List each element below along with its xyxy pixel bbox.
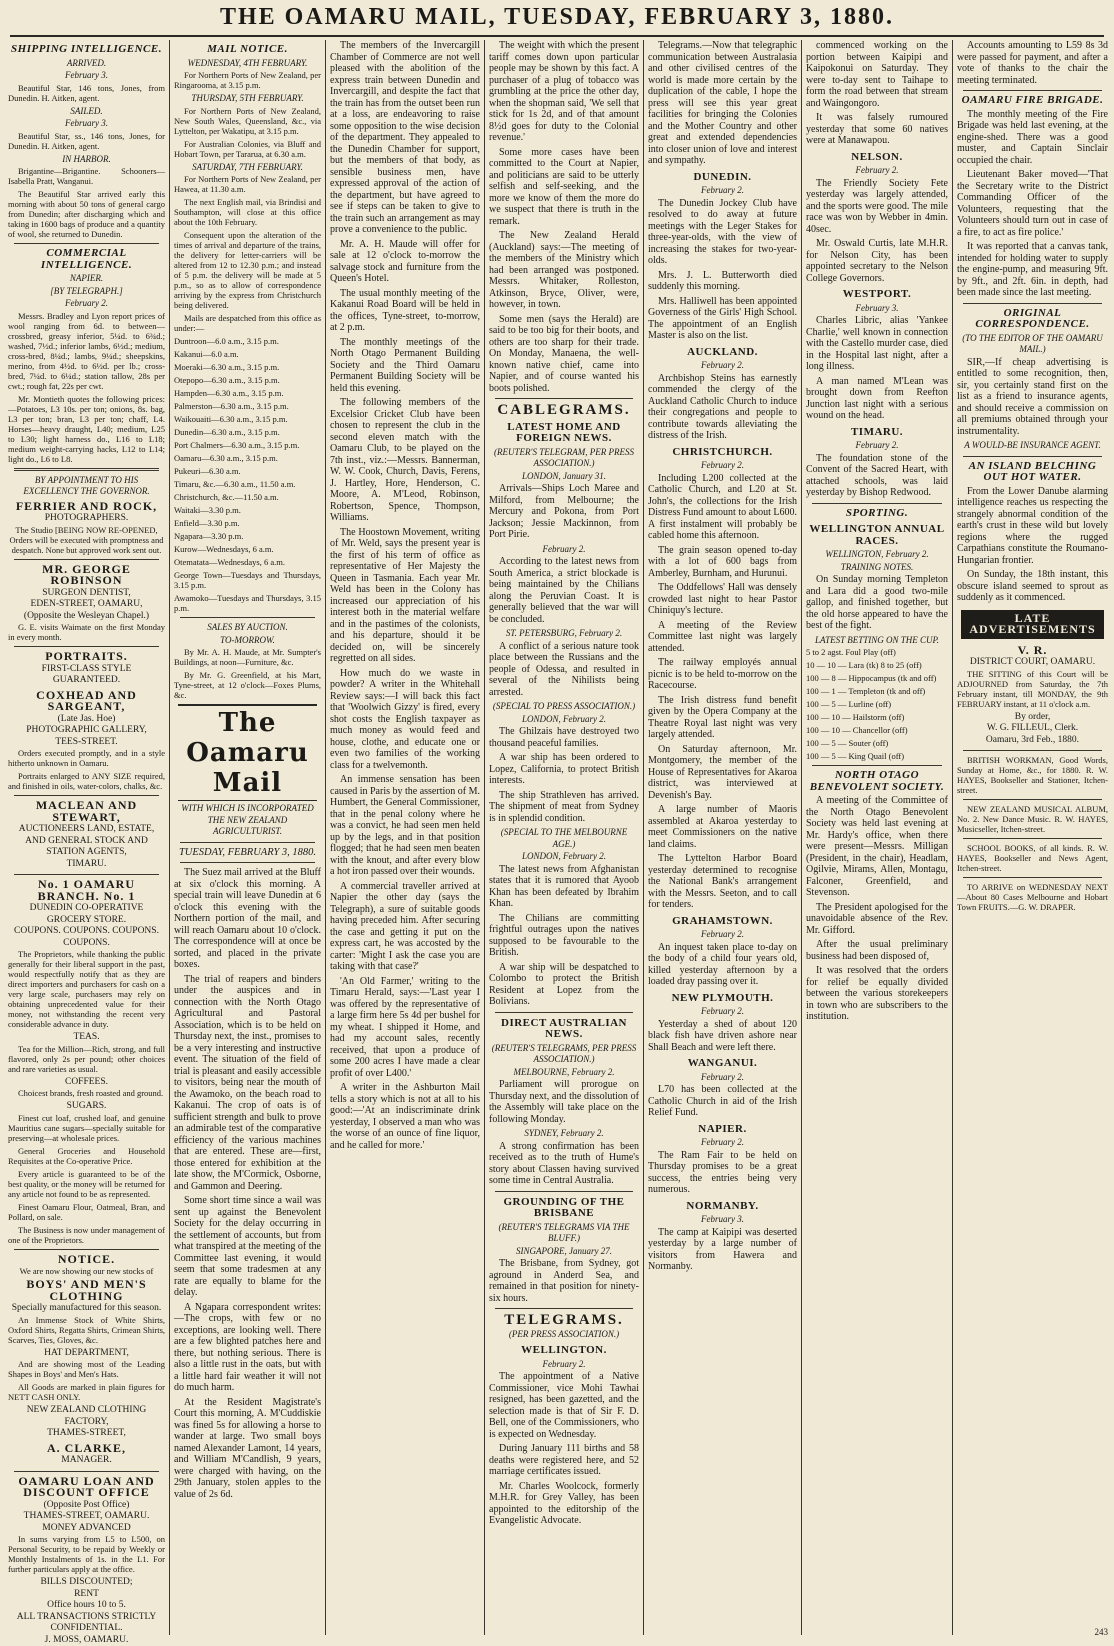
ad-text: All Goods are marked in plain figures for NETT CASH ONLY.	[8, 1382, 165, 1402]
ad-text: General Groceries and Household Requisites at the Co-operative Price.	[8, 1146, 165, 1166]
list-item: Otepopo—6.30 a.m., 3.15 p.m.	[174, 375, 321, 385]
column-6	[802, 40, 952, 1635]
date-line: February 2.	[8, 298, 165, 310]
list-item: George Town—Tuesdays and Thursdays, 3.15 p.m.	[174, 570, 321, 590]
ad-text: G. E. visits Waimate on the first Monday in every month.	[8, 622, 165, 642]
ad-text: The Studio [BEING NOW RE-OPENED, Orders will be executed with promptness and despatch. None but approved work sent out.	[8, 525, 165, 555]
article-text: The Ram Fair to be held on Thursday promises to be a great success, the entries being very numerous.	[648, 1150, 797, 1196]
date-line: February 3.	[806, 303, 948, 315]
list-item: 100 — 5 — King Quail (off)	[806, 751, 948, 761]
divider	[14, 1249, 159, 1250]
ad-line: (Opposite Post Office)	[8, 1500, 165, 1512]
divider	[495, 1191, 633, 1192]
subheading: NORMANBY.	[648, 1201, 797, 1213]
list-item: Enfield—3.30 p.m.	[174, 518, 321, 528]
article-text: Mrs. J. L. Butterworth died suddenly this morning.	[648, 270, 797, 293]
source-line: (REUTER'S TELEGRAM, PER PRESS ASSOCIATION.)	[489, 447, 639, 470]
section-heading: OAMARU FIRE BRIGADE.	[957, 95, 1108, 107]
article-text: Some men (says the Herald) are said to be too big for their boots, and others are too sharp for their trade. On Monday, Manaena, the well-known native chief, came into Napier, and of course wanted his boots polished.	[489, 314, 639, 395]
article-text: Charles Libric, alias 'Yankee Charlie,' well known in connection with the Castello murder case, died in the Hospital last night, after a long illness.	[806, 315, 948, 373]
divider	[963, 877, 1102, 878]
section-heading: SHIPPING INTELLIGENCE.	[8, 44, 165, 56]
list-item: Kakanui—6.0 a.m.	[174, 349, 321, 359]
list-item: 100 — 10 — Chancellor (off)	[806, 725, 948, 735]
article-text: Including L200 collected at the Catholic Church, and L20 at St. John's, the collections for the Irish Distress Fund amount to about L600. A first instalment will probably be cabled home this afternoon.	[648, 473, 797, 542]
ad-line: EDEN-STREET, OAMARU,	[8, 599, 165, 611]
article-text: Mrs. Halliwell has been appointed Governess of the Girls' High School. The appointment of an English Master is also on the list.	[648, 296, 797, 342]
article-text: The weight with which the present tariff comes down upon particular people may be shown by this fact. A purchaser of a plug of tobacco was grumbling at the price the other day, when the shopman said, 'We sell that stick for 1s 2d, and of that amount 8½d goes for duty to the Colonial revenue.'	[489, 40, 639, 144]
article-text: Mails are despatched from this office as under:—	[174, 313, 321, 333]
list-item: Moeraki—6.30 a.m., 3.15 p.m.	[174, 362, 321, 372]
article-text: From the Lower Danube alarming intelligence reaches us respecting the strangely abnormal condition of the earth's crust in these wild but lovely regions where the rugged Carpathians constitute the Roumano-Hungarian frontier.	[957, 486, 1108, 567]
article-text: Brigantine—Brigantine. Schooners—Isabella Pratt, Wanganui.	[8, 166, 165, 186]
ad-title: A. CLARKE,	[8, 1443, 165, 1455]
article-text: How much do we waste in powder? A writer in the Whitehall Review says:—I will back this fact that 'Woolwich Gizzy' is fired, every shot costs the English taxpayer as much money as would feed and house, clothe, and educate one or even two families of the working class for a twelvemonth.	[330, 668, 480, 772]
article-text: The railway employés annual picnic is to be held to-morrow on the Racecourse.	[648, 657, 797, 692]
newspaper-logo: The Oamaru Mail	[178, 704, 317, 801]
issue-date: TUESDAY, FEBRUARY 3, 1880.	[174, 847, 321, 859]
page-number: 243	[1095, 1627, 1109, 1637]
ad-title: PORTRAITS.	[8, 651, 165, 663]
column-2	[170, 40, 325, 1635]
article-text: Consequent upon the alteration of the times of arrival and departure of the trains, the delivery for letter-carriers will be altered from 12 to 12.30 p.m.; and instead of 5 p.m. the delivery will be made at 5 p.m., so as to allow of correspondence arriving by the express from Christchurch being delivered.	[174, 230, 321, 310]
ad-line: AUCTIONEERS LAND, ESTATE, AND GENERAL STOCK AND STATION AGENTS,	[8, 824, 165, 859]
subheading: SAILED.	[8, 106, 165, 118]
subheading: WANGANUI.	[648, 1058, 797, 1070]
article-text: By Mr. A. H. Maude, at Mr. Sumpter's Buildings, at noon—Furniture, &c.	[174, 647, 321, 667]
article-text: commenced working on the portion between Kaipipi and Kaipokonui on Saturday. They were to-day sent to Taihape to form the road between that stream and Waingongoro.	[806, 40, 948, 109]
divider	[963, 456, 1102, 457]
divider	[495, 1012, 633, 1013]
ad-line: SURGEON DENTIST,	[8, 588, 165, 600]
ad-line: By order,	[957, 712, 1108, 724]
late-ads-banner: LATE ADVERTISEMENTS	[961, 610, 1104, 639]
article-text: For Northern Ports of New Zealand, New South Wales, Queensland, &c., via Lyttelton, per Wakatipu, at 3.15 p.m.	[174, 106, 321, 136]
section-heading: SPORTING.	[806, 508, 948, 520]
list-item: Ngapara—3.30 p.m.	[174, 531, 321, 541]
article-text: 'An Old Farmer,' writing to the Timaru Herald, says:—'Last year I was offered by the representative of a large firm here 5s 4d per bushel for my wheat. I shipped it Home, and had my account sales, recently received, that upon a produce of some 200 acres I have made a clear profit of over L400.'	[330, 976, 480, 1080]
article-text: During January 111 births and 58 deaths were registered here, and 52 marriage certificates issued.	[489, 1443, 639, 1478]
article-text: At the Resident Magistrate's Court this morning, A. M'Cuddiskie was fined 5s for allowing a horse to wander at large. Two small boys named Alexander Lamont, 14 years, and William M'Candlish, 9 years, were charged with having, on the 29th January, stolen apples to the value of 2s 6d.	[174, 1397, 321, 1501]
ad-text: Orders executed promptly, and in a style hitherto unknown in Oamaru.	[8, 748, 165, 768]
ad-line: SUGARS.	[8, 1101, 165, 1113]
divider	[963, 90, 1102, 91]
ad-line: Oamaru, 3rd Feb., 1880.	[957, 735, 1108, 747]
ad-text: An Immense Stock of White Shirts, Oxford Shirts, Regatta Shirts, Crimean Shirts, Scarves, Ties, Gloves, &c.	[8, 1315, 165, 1345]
list-item: Pukeuri—6.30 a.m.	[174, 466, 321, 476]
article-text: The Beautiful Star arrived early this morning with about 50 tons of general cargo from Dunedin; after discharging which and taking in 1600 bags of produce and a quantity of wool, she returned to Dunedin.	[8, 189, 165, 239]
article-text: A meeting of the Review Committee last night was largely attended.	[648, 620, 797, 655]
divider	[180, 862, 315, 863]
subheading: TIMARU.	[806, 427, 948, 439]
section-heading: NORTH OTAGO BENEVOLENT SOCIETY.	[806, 770, 948, 793]
ad-line: ALL TRANSACTIONS STRICTLY CONFIDENTIAL.	[8, 1612, 165, 1635]
section-heading: CABLEGRAMS.	[489, 405, 639, 417]
article-text: Some short time since a wail was sent up against the Benevolent Society for the delay occurring in the settlement of accounts, but from what transpired at the meeting of the Committee last evening, it would seem that some tradesmen at any rate are equally to blame for the delay.	[174, 1195, 321, 1299]
ad-title: OAMARU LOAN AND DISCOUNT OFFICE	[8, 1476, 165, 1499]
source-line: (REUTER'S TELEGRAMS VIA THE BLUFF.)	[489, 1222, 639, 1245]
article-text: The grain season opened to-day with a lot of 600 bags from Amberley, Burnham, and Hurunui.	[648, 545, 797, 580]
ad-title: COXHEAD AND SARGEANT,	[8, 690, 165, 713]
date-line: WEDNESDAY, 4TH FEBRUARY.	[174, 58, 321, 70]
ad-line: J. MOSS, OAMARU.	[8, 1635, 165, 1646]
ad-text: NEW ZEALAND MUSICAL ALBUM, No. 2. New Dance Music. R. W. HAYES, Musicseller, Itchen-street.	[957, 804, 1108, 834]
article-text: Accounts amounting to L59 8s 3d were passed for payment, and after a vote of thanks to the chair the meeting terminated.	[957, 40, 1108, 86]
date-line: SYDNEY, February 2.	[489, 1128, 639, 1140]
article-text: Archbishop Steins has earnestly commended the clergy of the Auckland Catholic Church to induce their congregations and people to contribute towards alleviating the distress of the Irish.	[648, 373, 797, 442]
ad-line: HAT DEPARTMENT,	[8, 1348, 165, 1360]
article-text: For Northern Ports of New Zealand, per Hawea, at 11.30 a.m.	[174, 174, 321, 194]
article-text: The Chilians are committing frightful outrages upon the natives supposed to be favourable to the British.	[489, 913, 639, 959]
article-text: The Irish distress fund benefit given by the Opera Company at the Theatre Royal last night was very largely attended.	[648, 695, 797, 741]
subheading: DUNEDIN.	[648, 172, 797, 184]
ad-text: In sums varying from L5 to L500, on Personal Security, to be repaid by Weekly or Monthly Instalments of 1s. in the L1. For further particulars apply at the office.	[8, 1534, 165, 1574]
source-line: (PER PRESS ASSOCIATION.)	[489, 1329, 639, 1341]
date-line: SATURDAY, 7TH FEBRUARY.	[174, 162, 321, 174]
ad-text: Finest Oamaru Flour, Oatmeal, Bran, and Pollard, on sale.	[8, 1202, 165, 1222]
ad-text: We are now showing our new stocks of	[8, 1266, 165, 1276]
subheading: NELSON.	[806, 152, 948, 164]
article-text: The latest news from Afghanistan states that it is rumored that Ayoob Khan has been defeated by Ibrahim Khan.	[489, 864, 639, 910]
date-line: February 2.	[648, 360, 797, 372]
article-text: The Hoostown Movement, writing of Mr. Weld, says the present year is the first of his term of office as representative of Her Majesty the Queen in Tasmania. Each year Mr. Weld has been in the Colony has increased our appreciation of his interest both in the material welfare and in the pastimes of the colonists, and his departure, should it be decided on, will be sincerely regretted on all sides.	[330, 527, 480, 665]
source-line: (SPECIAL TO PRESS ASSOCIATION.)	[489, 701, 639, 713]
subheading: WESTPORT.	[806, 289, 948, 301]
article-text: A war ship will be despatched to Colombo to protect the British Resident at Lopez from the Bolivians.	[489, 962, 639, 1008]
date-line: February 2.	[648, 929, 797, 941]
ad-line: TEES-STREET.	[8, 737, 165, 749]
article-text: A meeting of the Committee of the North Otago Benevolent Society was held last evening at Mr. Hardy's office, when there were present—Messrs. Milligan (President, in the chair), Headlam, Ogilvie, Mirams, Allen, Montagu, Falconer, Greenfield, and Stevenson.	[806, 795, 948, 899]
ad-line: MANAGER.	[8, 1455, 165, 1467]
date-line: WELLINGTON, February 2.	[806, 549, 948, 561]
source-line: (REUTER'S TELEGRAMS, PER PRESS ASSOCIATION.)	[489, 1043, 639, 1066]
list-item: Otematata—Wednesdays, 6 a.m.	[174, 557, 321, 567]
divider	[180, 617, 315, 618]
list-item: Waikouaiti—6.30 a.m., 3.15 p.m.	[174, 414, 321, 424]
article-text: A strong confirmation has been received as to the truth of Hume's story about Classen having survived some time in Central Australia.	[489, 1141, 639, 1187]
ad-title: MR. GEORGE ROBINSON	[8, 564, 165, 587]
ad-line: TEAS.	[8, 1032, 165, 1044]
divider	[812, 503, 942, 504]
date-line: SINGAPORE, January 27.	[489, 1246, 639, 1258]
ad-line: Office hours 10 to 5.	[8, 1600, 165, 1612]
divider	[14, 646, 159, 647]
article-text: On Saturday afternoon, Mr. Montgomery, the member of the House of Representatives for Akaroa district, was interviewed at Devenish's Bay.	[648, 744, 797, 802]
list-item: Duntroon—6.0 a.m., 3.15 p.m.	[174, 336, 321, 346]
divider	[14, 1471, 159, 1472]
ad-line: COFFEES.	[8, 1077, 165, 1089]
list-item: 100 — 1 — Templeton (tk and off)	[806, 686, 948, 696]
ad-line: BY APPOINTMENT TO HIS EXCELLENCY THE GOVERNOR.	[8, 475, 165, 498]
subheading: IN HARBOR.	[8, 154, 165, 166]
ad-line: TIMARU.	[8, 859, 165, 871]
article-text: Yesterday a shed of about 120 black fish have driven ashore near Shall Beach and were left there.	[648, 1019, 797, 1054]
subheading: DIRECT AUSTRALIAN NEWS.	[489, 1018, 639, 1041]
source-line: [BY TELEGRAPH.]	[8, 286, 165, 298]
date-line: MELBOURNE, February 2.	[489, 1067, 639, 1079]
ad-text: Tea for the Million—Rich, strong, and full flavored, only 2s per pound; other choices and rare varieties as usual.	[8, 1044, 165, 1074]
source-line: (TO THE EDITOR OF THE OAMARU MAIL.)	[957, 333, 1108, 356]
date-line: February 3.	[648, 1214, 797, 1226]
divider	[963, 303, 1102, 304]
ad-title: MACLEAN AND STEWART,	[8, 800, 165, 823]
subheading: TRAINING NOTES.	[806, 562, 948, 574]
article-text: A man named M'Lean was brought down from Reefton Junction last night with a serious wound on the head.	[806, 376, 948, 422]
ad-line: (Late Jas. Hoe)	[8, 714, 165, 726]
masthead: THE OAMARU MAIL, TUESDAY, FEBRUARY 3, 1880.	[0, 0, 1114, 34]
article-text: The New Zealand Herald (Auckland) says:—The meeting of the members of the Ministry which had been arranged was postponed. Messrs. Whitaker, Rolleston, Atkinson, Bryce, Oliver, were, however, in town.	[489, 230, 639, 311]
subheading: WELLINGTON.	[489, 1345, 639, 1357]
ad-title: NOTICE.	[8, 1254, 165, 1266]
list-item: 100 — 5 — Lurline (off)	[806, 699, 948, 709]
article-text: The appointment of a Native Commissioner, vice Mohi Tawhai resigned, has been gazetted, and the selection made is that of Sir F. D. Bell, one of the Commissioners, who is expected on Wednesday.	[489, 1371, 639, 1440]
ad-line: FIRST-CLASS STYLE GUARANTEED.	[8, 664, 165, 687]
article-text: A conflict of a serious nature took place between the Russians and the people of Odessa, and resulted in several of the Nihilists being arrested.	[489, 641, 639, 699]
date-line: LONDON, January 31.	[489, 471, 639, 483]
article-text: The Dunedin Jockey Club have resolved to do away at future meetings with the Leger Stakes for three-year-olds, with the view of increasing the stakes for two-year-olds.	[648, 198, 797, 267]
article-text: A Ngapara correspondent writes:—The crops, with few or no exceptions, are looking well. There are a few blighted patches here and there, but nothing serious. There is also a little rust in the oats, but with a little hard fair weather it will not do much harm.	[174, 1302, 321, 1394]
divider	[812, 765, 942, 766]
list-item: 100 — 5 — Souter (off)	[806, 738, 948, 748]
ad-line: MONEY ADVANCED	[8, 1523, 165, 1535]
article-text: The foundation stone of the Convent of the Sacred Heart, with attached schools, was laid yesterday by Bishop Redwood.	[806, 453, 948, 499]
date-line: February 3.	[8, 118, 165, 130]
subheading: ARRIVED.	[8, 58, 165, 70]
article-text: The Ghilzais have destroyed two thousand peaceful families.	[489, 726, 639, 749]
date-line: February 2.	[648, 460, 797, 472]
ad-line: BILLS DISCOUNTED;	[8, 1577, 165, 1589]
signature: A WOULD-BE INSURANCE AGENT.	[957, 440, 1108, 452]
article-text: A commercial traveller arrived at Napier the other day (says the Telegraph), a sure of suitable goods having preceded him. After securing the case and getting it put on the express cart, he was accosted by the carter: 'Might I ask the case you are taking with that case?'	[330, 881, 480, 973]
list-item: Dunedin—6.30 a.m., 3.15 p.m.	[174, 427, 321, 437]
masthead-rule	[10, 35, 1104, 37]
subheading: AUCKLAND.	[648, 347, 797, 359]
list-item: 100 — 8 — Hippocampus (tk and off)	[806, 673, 948, 683]
ad-text: TO ARRIVE on WEDNESDAY NEXT—About 80 Cases Melbourne and Hobart Town FRUITS.—G. W. DRAPER.	[957, 882, 1108, 912]
logo-subtitle: WITH WHICH IS INCORPORATED THE NEW ZEALAND AGRICULTURIST.	[174, 803, 321, 838]
date-line: February 2.	[648, 1006, 797, 1018]
ad-text: Portraits enlarged to ANY SIZE required, and finished in oils, water-colors, chalks, &c.	[8, 771, 165, 791]
article-text: Some more cases have been committed to the Court at Napier, and politicians are said to be utterly selfish and self-seeking, and the more we know of them the more do we suspect that there is truth in the remark.	[489, 147, 639, 228]
column-5	[644, 40, 801, 1635]
ad-text: The Proprietors, while thanking the public generally for their liberal support in the past, would respectfully notify that as they are direct importers and purchasers for cash on a very large scale, purchasers may rely on obtaining unprecedented value for their money, not withstanding the recent very considerable advance in duty.	[8, 949, 165, 1029]
article-text: The next English mail, via Brindisi and Southampton, will close at this office about the 10th February.	[174, 197, 321, 227]
article-text: L70 has been collected at the Catholic Church in aid of the Irish Relief Fund.	[648, 1084, 797, 1119]
article-text: Beautiful Star, ss., 146 tons, Jones, for Dunedin. H. Aitken, agent.	[8, 131, 165, 151]
article-text: Parliament will prorogue on Thursday next, and the dissolution of the Assembly will take place on the following Monday.	[489, 1079, 639, 1125]
ad-text: BRITISH WORKMAN, Good Words, Sunday at Home, &c., for 1880. R. W. HAYES, Bookseller and Stationer, Itchen-street.	[957, 755, 1108, 795]
ad-line: Specially manufactured for this season.	[8, 1303, 165, 1315]
article-text: The camp at Kaipipi was deserted yesterday by a large number of visitors from Hawera and Normanby.	[648, 1227, 797, 1273]
ad-line: DISTRICT COURT, OAMARU.	[957, 657, 1108, 669]
article-text: Mr. Oswald Curtis, late M.H.R. for Nelson City, has been appointed secretary to the Nelson College Governors.	[806, 238, 948, 284]
ad-line: DUNEDIN CO-OPERATIVE GROCERY STORE.	[8, 903, 165, 926]
mail-times-list	[174, 336, 321, 489]
list-item: 10 — 10 — Lara (tk) 8 to 25 (off)	[806, 660, 948, 670]
column-1	[4, 40, 169, 1635]
article-text: After the usual preliminary business had been disposed of,	[806, 939, 948, 962]
article-text: The trial of reapers and binders under the auspices and in connection with the North Otago Agricultural and Pastoral Association, which is to be held on Thursday next, the inst., promises to be a very interesting and instructive event. The situation of the field of trial is pleasant and easily accessible to visitors, being near the mouth of the Awamoko, on the beach road to Kakanui. The crop of oats is of sufficient strength and bulk to prove an admirable test of the comparative efficiency of the various machines that are entered. These are—first, those entered for exhibition at the late show, the M'Cormick, Osborne, and Gammon and Deering.	[174, 974, 321, 1193]
date-line: February 2.	[489, 1359, 639, 1371]
list-item: Kurow—Wednesdays, 6 a.m.	[174, 544, 321, 554]
article-text: A writer in the Ashburton Mail tells a story which is not at all to his good:—'At an indiscriminate drink yesterday, I observed a man who was the worse of an ounce of fine liquor, and he called for more.'	[330, 1082, 480, 1151]
ad-text: The Business is now under management of one of the Proprietors.	[8, 1225, 165, 1245]
list-item: Port Chalmers—6.30 a.m., 3.15 p.m.	[174, 440, 321, 450]
list-item: Timaru, &c.—6.30 a.m., 11.50 a.m.	[174, 479, 321, 489]
article-text: By Mr. G. Greenfield, at his Mart, Tyne-street, at 12 o'clock—Foxes Plums, &c.	[174, 670, 321, 700]
ad-line: THAMES-STREET,	[8, 1428, 165, 1440]
date-line: February 2.	[648, 1072, 797, 1084]
ad-line: W. G. FILLEUL, Clerk.	[957, 723, 1108, 735]
ad-text: SCHOOL BOOKS, of all kinds. R. W. HAYES, Bookseller and News Agent, Itchen-street.	[957, 843, 1108, 873]
divider	[14, 874, 159, 875]
article-text: The President apologised for the unavoidable absence of the Rev. Mr. Gifford.	[806, 902, 948, 937]
divider	[14, 468, 159, 471]
ad-title: BOYS' AND MEN'S CLOTHING	[8, 1279, 165, 1302]
date-line: February 2.	[648, 1137, 797, 1149]
article-text: The members of the Invercargill Chamber of Commerce are not well pleased with the abolition of the express train between Dunedin and Invercargill, and despite the fact that the train has from the outset been run at a loss, are endeavoring to raise some opposition to the wise decision of the department. They appealed to the Dunedin Chamber for support, but the members of that body, as sensible business men, have expressed approval of the action of the department, but have agreed to see if steps can be taken to give to the train such an arrangement as may prove a convenience to the public.	[330, 40, 480, 236]
subheading: NAPIER.	[648, 1124, 797, 1136]
article-text: The usual monthly meeting of the Kakanui Road Board will be held in the offices, Tyne-street, to-morrow, at 2 p.m.	[330, 288, 480, 334]
article-text: The Friendly Society Fete yesterday was largely attended, and the sports were good. The mile race was won by Webber in 4min. 40sec.	[806, 178, 948, 236]
article-text: On Sunday, the 18th instant, this obscure island seemed to sprout as suddenly as it commenced.	[957, 569, 1108, 604]
article-text: SIR,—If cheap advertising is entitled to some recognition, then, sir, you certainly stand first on the list as a friend to insurance agents, and should receive a commission on all premiums obtained through your instrumentality.	[957, 357, 1108, 438]
list-item: Christchurch, &c.—11.50 a.m.	[174, 492, 321, 502]
article-text: The Brisbane, from Sydney, got aground in Anderd Sea, and remained in that position for ninety-six hours.	[489, 1258, 639, 1304]
divider	[963, 799, 1102, 800]
ad-line: COUPONS. COUPONS. COUPONS. COUPONS.	[8, 926, 165, 949]
betting-list	[806, 647, 948, 761]
ad-line: (Opposite the Wesleyan Chapel.)	[8, 611, 165, 623]
divider	[14, 559, 159, 560]
ad-line: THAMES-STREET, OAMARU.	[8, 1511, 165, 1523]
article-text: The monthly meetings of the North Otago Permanent Building Society and the Third Oamaru Permanent Building Society will be held this evening.	[330, 337, 480, 395]
subheading: NEW PLYMOUTH.	[648, 993, 797, 1005]
article-text: Lieutenant Baker moved—'That the Secretary write to the District Commanding Officer of the Volunteers, requesting that the Volunteers should turn out in case of a fire, to act as fire police.'	[957, 169, 1108, 238]
article-text: Mr. Charles Woolcock, formerly M.H.R. for Grey Valley, has been appointed to the editorship of the Evangelistic Advocate.	[489, 1481, 639, 1527]
article-text: Mr. A. H. Maude will offer for sale at 12 o'clock to-morrow the salvage stock and furniture from the Queen's Hotel.	[330, 239, 480, 285]
section-heading: MAIL NOTICE.	[174, 44, 321, 56]
subheading: WELLINGTON ANNUAL RACES.	[806, 524, 948, 547]
article-text: It was resolved that the orders for relief be equally divided between the various storekeepers in town who are subscribers to the institution.	[806, 965, 948, 1023]
ad-title: V. R.	[957, 645, 1108, 657]
article-text: Arrivals—Ships Loch Maree and Milford, from Melbourne; the Mercury and Pokona, from Port Jackson; Jessie Mackinnon, from Port Pirie.	[489, 483, 639, 541]
section-heading: COMMERCIAL INTELLIGENCE.	[8, 248, 165, 271]
article-text: According to the latest news from South America, a strict blockade is being maintained by the Chilians along the Peruvian Coast. It is generally believed that the war will be concluded.	[489, 556, 639, 625]
article-text: Telegrams.—Now that telegraphic communication between Australasia and other civilised centres of the world is made more certain by the duplication of the cable, I hope the press will see this year great facilities for bringing the Colonies and the Mother Country and other great and extended dependencies into closer union of love and interest and sympathy.	[648, 40, 797, 167]
ad-line: PHOTOGRAPHERS.	[8, 513, 165, 525]
divider	[180, 842, 315, 843]
list-item: Awamoko—Tuesdays and Thursdays, 3.15 p.m.	[174, 593, 321, 613]
article-text: A large number of Maoris assembled at Akaroa yesterday to meet Commissioners on the native land claims.	[648, 804, 797, 850]
date-line: ST. PETERSBURG, February 2.	[489, 628, 639, 640]
ad-title: No. 1 OAMARU BRANCH. No. 1	[8, 879, 165, 902]
subheading: LATEST BETTING ON THE CUP.	[806, 635, 948, 647]
date-line: LONDON, February 2.	[489, 714, 639, 726]
article-text: The monthly meeting of the Fire Brigade was held last evening, at the engine-shed. There was a good muster, and Captain Sinclair occupied the chair.	[957, 109, 1108, 167]
divider	[963, 750, 1102, 751]
list-item: Palmerston—6.30 a.m., 3.15 p.m.	[174, 401, 321, 411]
article-text: For Northern Ports of New Zealand, per Ringarooma, at 3.15 p.m.	[174, 70, 321, 90]
ad-text: And are showing most of the Leading Shapes in Boys' and Men's Hats.	[8, 1359, 165, 1379]
subheading: NAPIER.	[8, 273, 165, 285]
section-heading: ORIGINAL CORRESPONDENCE.	[957, 308, 1108, 331]
list-item: Hampden—6.30 a.m., 3.15 p.m.	[174, 388, 321, 398]
list-item: Oamaru—6.30 a.m., 3.15 p.m.	[174, 453, 321, 463]
ad-text: Every article is guaranteed to be of the best quality, or the money will be returned for any article not found to be as represented.	[8, 1169, 165, 1199]
article-text: The ship Strathleven has arrived. The shipment of meat from Sydney is in splendid condition.	[489, 790, 639, 825]
article-text: The Lyttelton Harbor Board yesterday determined to recognise the National Bank's arrangement with the Messrs. Seeton, and to call for tenders.	[648, 853, 797, 911]
column-4	[485, 40, 643, 1635]
column-3	[326, 40, 484, 1635]
article-text: Mr. Montieth quotes the following prices:—Potatoes, L3 10s. per ton; onions, 8s. bag, L3 per ton; bran, L3 per ton; chaff, L4. Horses—heavy draught, L40; medium, L25 to L30; light harness do., L16 to L18; medium weight-carrying hacks, L12 to L14; light do., L6 to L8.	[8, 394, 165, 464]
date-line: February 2.	[648, 185, 797, 197]
date-line: February 2.	[806, 165, 948, 177]
subheading: LATEST HOME AND FOREIGN NEWS.	[489, 422, 639, 445]
date-line: TO-MORROW.	[174, 635, 321, 647]
column-7	[953, 40, 1112, 1635]
article-text: An immense sensation has been caused in Paris by the assertion of M. Humbert, the General Commissioner, that in the penal colony where he was a convict, he had seen men held up by the legs, and in that position flogged; that he had seen men beaten with the knout, and after every blow a hot iron passed over their wounds.	[330, 774, 480, 878]
ad-line: RENT	[8, 1589, 165, 1601]
ad-text: Choicest brands, fresh roasted and ground.	[8, 1088, 165, 1098]
subheading: GRAHAMSTOWN.	[648, 916, 797, 928]
divider	[495, 1308, 633, 1309]
article-text: For Australian Colonies, via Bluff and Hobart Town, per Tararua, at 6.30 a.m.	[174, 139, 321, 159]
article-text: A war ship has been ordered to Lopez, California, to protect British interests.	[489, 752, 639, 787]
ad-line: NEW ZEALAND CLOTHING FACTORY,	[8, 1405, 165, 1428]
list-item: 100 — 10 — Hailstorm (off)	[806, 712, 948, 722]
ad-text: THE SITTING of this Court will be ADJOURNED from Saturday, the 7th February instant, till MONDAY, the 9th FEBRUARY instant, at 11 o'clock a.m.	[957, 669, 1108, 709]
divider	[14, 795, 159, 796]
article-text: The following members of the Excelsior Cricket Club have been chosen to represent the club in the second eleven match with the Oamaru Club, to be played on the 7th inst., viz.:—Messrs. Bannerman, W. W. Cook, Church, Davis, Ferens, J. Hartley, Hore, Henderson, C. Moore, A. M'Leod, Robinson, Robertson, Spence, Thompson, Williams.	[330, 397, 480, 524]
article-text: Beautiful Star, 146 tons, Jones, from Dunedin. H. Aitken, agent.	[8, 83, 165, 103]
article-text: An inquest taken place to-day on the body of a child four years old, killed yesterday afternoon by a loaded dray passing over it.	[648, 942, 797, 988]
list-item: 5 to 2 agst. Foul Play (off)	[806, 647, 948, 657]
divider	[963, 838, 1102, 839]
article-text: The Suez mail arrived at the Bluff at six o'clock this morning. A special train will leave Dunedin at 6 o'clock this evening with the Northern portion of the mail, and will reach Oamaru about 10 o'clock. The correspondence will at once be sorted, and placed in the private boxes.	[174, 867, 321, 971]
subheading: CHRISTCHURCH.	[648, 447, 797, 459]
divider	[14, 243, 159, 244]
date-line: February 2.	[806, 440, 948, 452]
article-text: It was reported that a canvas tank, intended for holding water to supply the engine-pump, and measuring 9ft. by 9ft., and 2ft. 6in. in depth, had been made since the last meeting.	[957, 241, 1108, 299]
date-line: LONDON, February 2.	[489, 851, 639, 863]
article-text: Messrs. Bradley and Lyon report prices of wool ranging from 6d. to between—crossbred, greasy inferior, 5¼d. to 6¾d.; washed, 7½d.; inferior lambs, 6½d.; medium, cross-bred, 8¼d.; lambs, 9¼d.; sheepskins, merino, from 4½d. to 6½d. per lb.; cross-bred, 7¼d. to 6¼d.; station tallow, 28s per cwt.; rough fat, 22s per cwt.	[8, 311, 165, 391]
date-line: February 2.	[489, 544, 639, 556]
ad-line: PHOTOGRAPHIC GALLERY,	[8, 725, 165, 737]
list-item: Waitaki—3.30 p.m.	[174, 505, 321, 515]
ad-text: Finest cut loaf, crushed loaf, and genuine Mauritius cane sugars—specially suitable for preserving—at wholesale prices.	[8, 1113, 165, 1143]
article-text: On Sunday morning Templeton and Lara did a good two-mile gallop, and finished together, but the old horse appeared to have the best of the fight.	[806, 574, 948, 632]
subheading: GROUNDING OF THE BRISBANE	[489, 1197, 639, 1220]
date-line: February 3.	[8, 70, 165, 82]
section-heading: TELEGRAMS.	[489, 1315, 639, 1327]
section-heading: SALES BY AUCTION.	[174, 622, 321, 634]
article-text: It was falsely rumoured yesterday that some 60 natives were at Manawapou.	[806, 112, 948, 147]
date-line: THURSDAY, 5TH FEBRUARY.	[174, 93, 321, 105]
divider	[495, 398, 633, 399]
section-heading: AN ISLAND BELCHING OUT HOT WATER.	[957, 461, 1108, 484]
source-line: (SPECIAL TO THE MELBOURNE AGE.)	[489, 827, 639, 850]
article-text: The Oddfellows' Hall was densely crowded last night to hear Pastor Chiniquy's lecture.	[648, 582, 797, 617]
ad-title: FERRIER AND ROCK,	[8, 501, 165, 513]
